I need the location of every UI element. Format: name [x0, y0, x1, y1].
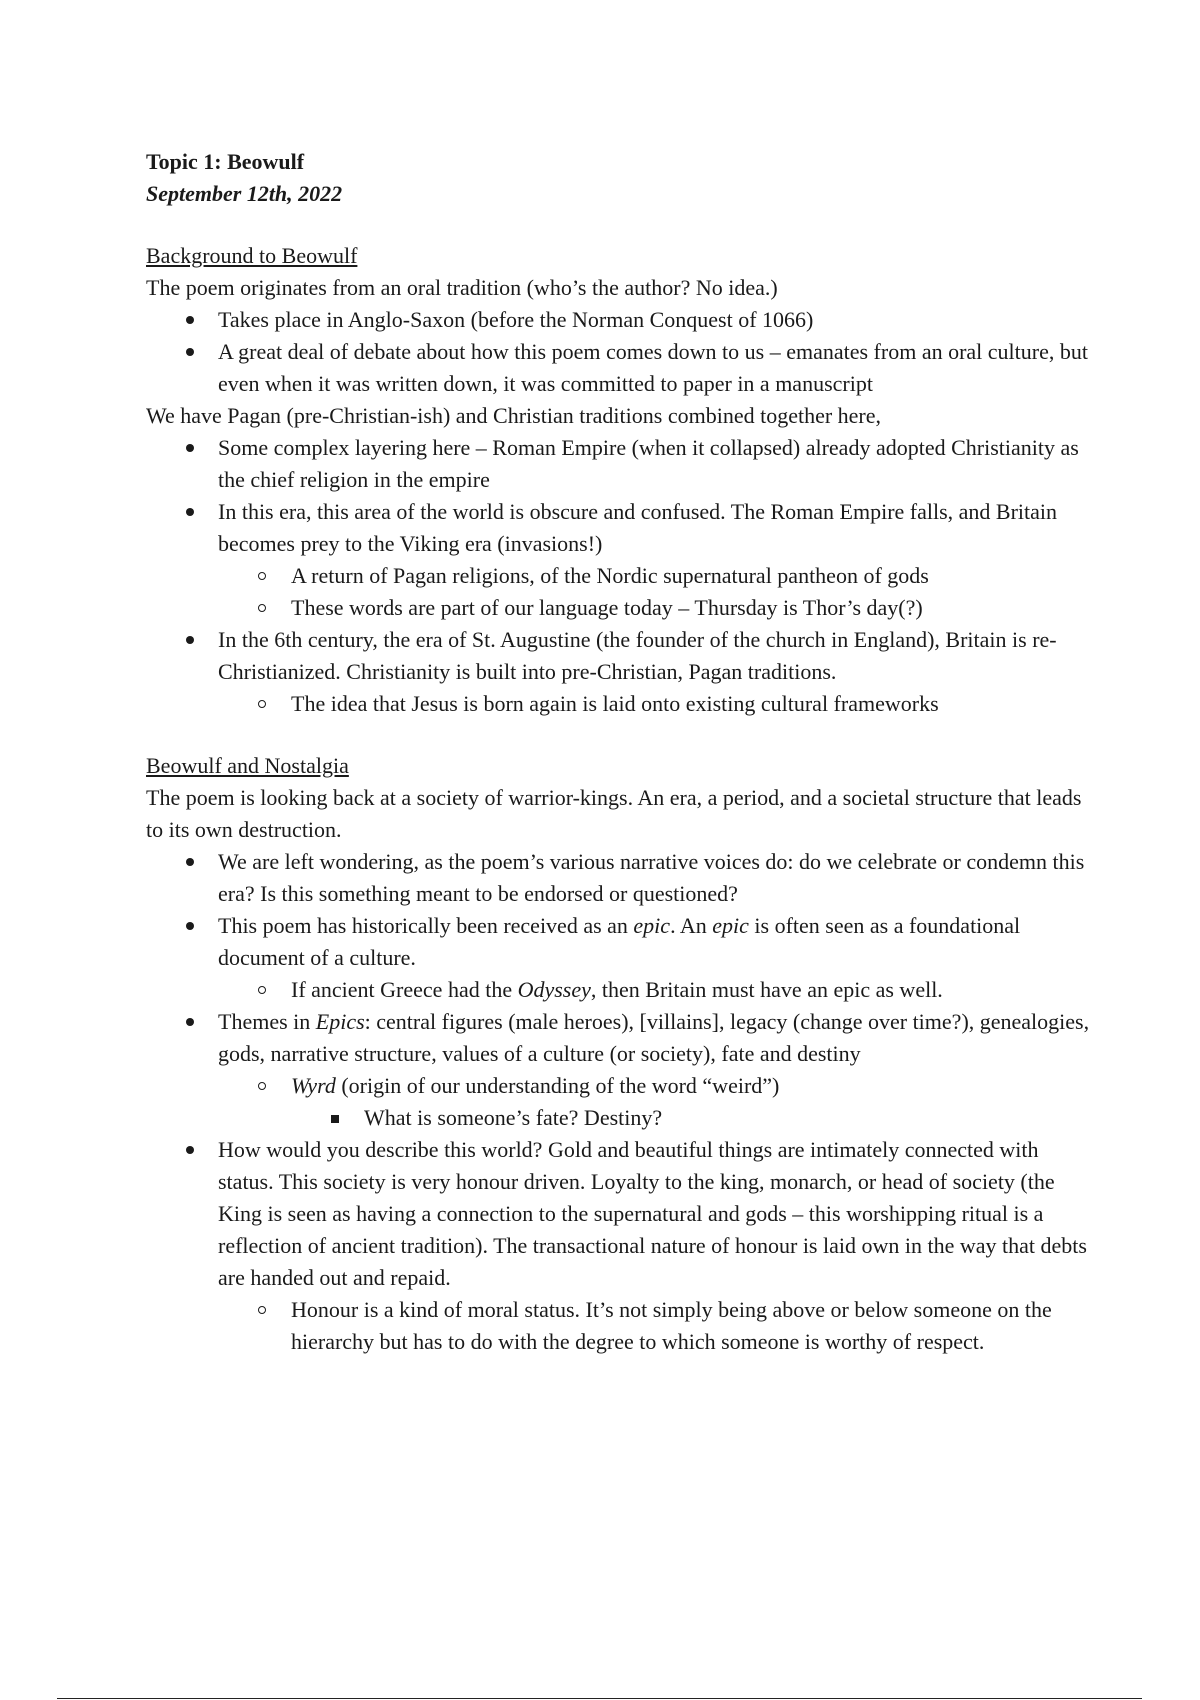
- paragraph: We have Pagan (pre-Christian-ish) and Christian traditions combined together here,: [146, 403, 882, 428]
- emphasis-epic: epic: [633, 913, 671, 938]
- text-run: is often seen as a foundational document of a culture.: [218, 913, 1021, 970]
- bullet-list: [146, 846, 1096, 1358]
- section-heading-background: Background to Beowulf: [146, 243, 358, 268]
- sub-list-item: A return of Pagan religions, of the Nordic supernatural pantheon of gods: [146, 560, 1096, 592]
- text-run: If ancient Greece had the: [291, 977, 518, 1002]
- text-run: (origin of our understanding of the word “weird”): [335, 1073, 780, 1098]
- text-run: : central figures (male heroes), [villains], legacy (change over time?), genealogies, gods, narrative structure, values of a culture (or society), fate and destiny: [218, 1009, 1090, 1066]
- list-item: [146, 910, 1096, 974]
- list-item: Some complex layering here – Roman Empire (when it collapsed) already adopted Christianity as the chief religion in the empire: [146, 432, 1096, 496]
- bullet-list: [146, 432, 1096, 720]
- sub-list-item: [146, 974, 1096, 1006]
- list-item: In this era, this area of the world is obscure and confused. The Roman Empire falls, and Britain becomes prey to the Viking era (invasions!): [146, 496, 1096, 560]
- text-run: This poem has historically been received as an: [218, 913, 634, 938]
- footer-divider: [57, 1698, 1142, 1699]
- emphasis-epic: epic: [712, 913, 749, 938]
- text-run: , then Britain must have an epic as well.: [590, 977, 943, 1002]
- list-item: In the 6th century, the era of St. Augustine (the founder of the church in England), Britain is re-Christianized. Christianity is built into pre-Christian, Pagan traditions.: [146, 624, 1096, 688]
- document-date: September 12th, 2022: [146, 181, 343, 206]
- emphasis-wyrd: Wyrd: [291, 1073, 336, 1098]
- paragraph: The poem is looking back at a society of warrior-kings. An era, a period, and a societal structure that leads to its own destruction.: [146, 785, 1082, 842]
- document-title: Topic 1: Beowulf: [146, 149, 305, 174]
- section-heading-nostalgia: Beowulf and Nostalgia: [146, 753, 349, 778]
- sub-list-item: Honour is a kind of moral status. It’s not simply being above or below someone on the hierarchy but has to do with the degree to which someone is worthy of respect.: [146, 1294, 1096, 1358]
- text-run: . An: [670, 913, 713, 938]
- sub-list-item: [146, 1070, 1096, 1102]
- sub-list-item: These words are part of our language today – Thursday is Thor’s day(?): [146, 592, 1096, 624]
- emphasis-epics: Epics: [315, 1009, 365, 1034]
- bullet-list: [146, 304, 1096, 400]
- list-item: How would you describe this world? Gold and beautiful things are intimately connected with status. This society is very honour driven. Loyalty to the king, monarch, or head of society (the King is seen as having a connection to the supernatural and gods – this worshipping ritual is a reflection of ancient tradition). The transactional nature of honour is laid own in the way that debts are handed out and repaid.: [146, 1134, 1096, 1294]
- sub-list-item: The idea that Jesus is born again is laid onto existing cultural frameworks: [146, 688, 1096, 720]
- document-page: [146, 146, 1096, 1358]
- list-item: [146, 1006, 1096, 1070]
- emphasis-odyssey: Odyssey: [517, 977, 591, 1002]
- sub-sub-list-item: What is someone’s fate? Destiny?: [146, 1102, 1096, 1134]
- list-item: We are left wondering, as the poem’s various narrative voices do: do we celebrate or condemn this era? Is this something meant to be endorsed or questioned?: [146, 846, 1096, 910]
- list-item: A great deal of debate about how this poem comes down to us – emanates from an oral culture, but even when it was written down, it was committed to paper in a manuscript: [146, 336, 1096, 400]
- text-run: Themes in: [218, 1009, 316, 1034]
- list-item: Takes place in Anglo-Saxon (before the Norman Conquest of 1066): [146, 304, 1096, 336]
- paragraph: The poem originates from an oral tradition (who’s the author? No idea.): [146, 275, 778, 300]
